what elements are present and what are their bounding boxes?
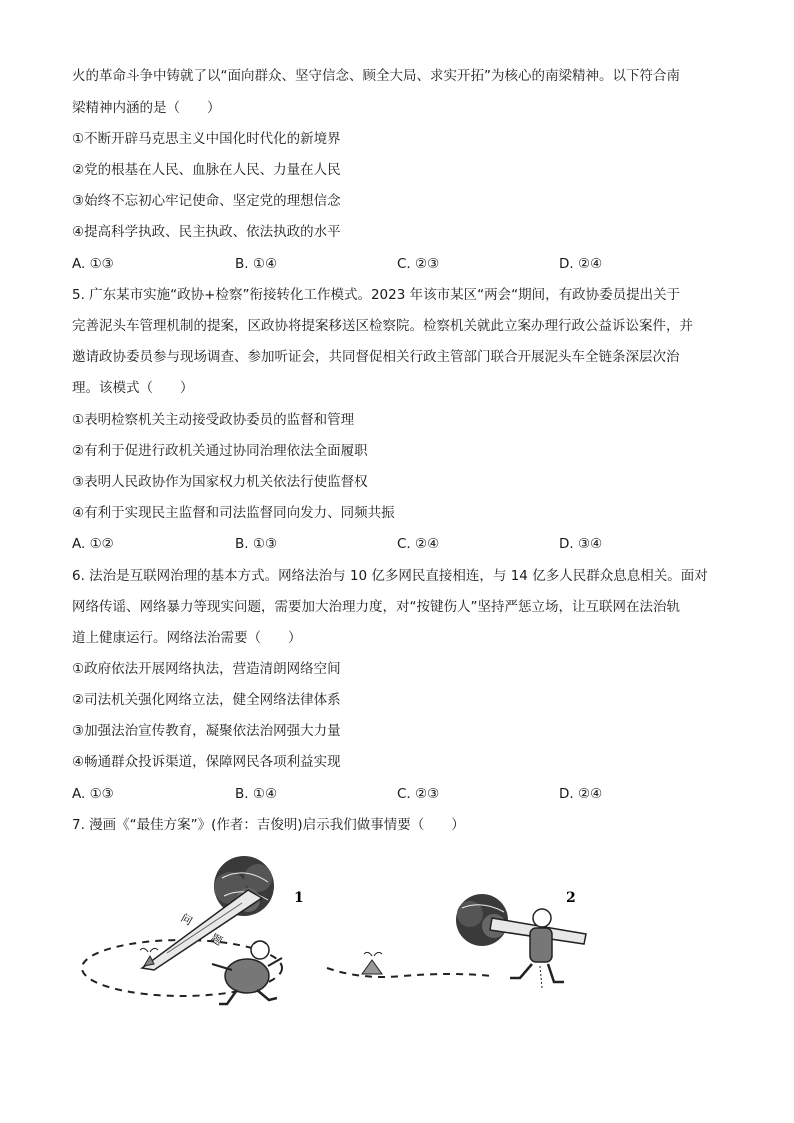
q6-item-1: ①政府依法开展网络执法，营造清朗网络空间 bbox=[72, 661, 341, 677]
q4-item-1: ①不断开辟马克思主义中国化时代化的新境界 bbox=[72, 131, 341, 147]
trunk-label-2: 题 bbox=[208, 931, 225, 949]
q5-stem-line-2: 完善泥头车管理机制的提案，区政协将提案移送区检察院。检察机关就此立案办理行政公益诉讼案件，并 bbox=[72, 318, 693, 334]
q4-option-d[interactable]: D. ②④ bbox=[559, 256, 603, 272]
q4-item-3: ③始终不忘初心牢记使命、坚定党的理想信念 bbox=[72, 193, 341, 209]
q5-item-2: ②有利于促进行政机关通过协同治理依法全面履职 bbox=[72, 443, 368, 459]
q4-option-a[interactable]: A. ①③ bbox=[72, 256, 114, 272]
q6-item-4: ④畅通群众投诉渠道，保障网民各项利益实现 bbox=[72, 754, 341, 770]
q6-option-a[interactable]: A. ①③ bbox=[72, 786, 114, 802]
q6-option-d[interactable]: D. ②④ bbox=[559, 786, 603, 802]
q7-stem: 7. 漫画《“最佳方案”》(作者：吉俊明)启示我们做事情要（ ） bbox=[72, 817, 465, 833]
q4-item-2: ②党的根基在人民、血脉在人民、力量在人民 bbox=[72, 162, 341, 178]
q5-option-d[interactable]: D. ③④ bbox=[559, 536, 603, 552]
trunk-label-1: 问 bbox=[178, 911, 195, 929]
q5-item-1: ①表明检察机关主动接受政协委员的监督和管理 bbox=[72, 412, 355, 428]
q5-option-c[interactable]: C. ②④ bbox=[397, 536, 440, 552]
q6-item-2: ②司法机关强化网络立法，健全网络法律体系 bbox=[72, 692, 341, 708]
panel-1-label: 1 bbox=[294, 890, 304, 906]
q4-option-c[interactable]: C. ②③ bbox=[397, 256, 440, 272]
tree-stump-2 bbox=[362, 960, 382, 974]
q6-stem-line-1: 6. 法治是互联网治理的基本方式。网络法治与 10 亿多网民直接相连，与 14 亿多人民群众息息相关。面对 bbox=[72, 568, 708, 584]
comic-panel-2 bbox=[327, 890, 586, 988]
q5-stem-line-1: 5. 广东某市实施“政协+检察”衔接转化工作模式。2023 年该市某区“两会“期间，有政协委员提出关于 bbox=[72, 287, 681, 303]
panel-2-label: 2 bbox=[566, 890, 576, 906]
carrying-man bbox=[510, 909, 564, 988]
q5-option-a[interactable]: A. ①② bbox=[72, 536, 114, 552]
q5-stem-line-3: 邀请政协委员参与现场调查、参加听证会，共同督促相关行政主管部门联合开展泥头车全链条深层次治 bbox=[72, 349, 680, 365]
q5-stem-line-4: 理。该模式（ ） bbox=[72, 380, 194, 396]
q4-item-4: ④提高科学执政、民主执政、依法执政的水平 bbox=[72, 224, 341, 240]
q6-option-c[interactable]: C. ②③ bbox=[397, 786, 440, 802]
q4-option-b[interactable]: B. ①④ bbox=[235, 256, 278, 272]
q6-stem-line-2: 网络传谣、网络暴力等现实问题，需要加大治理力度，对“按键伤人”坚持严惩立场，让互联网在法治轨 bbox=[72, 599, 680, 615]
q4-stem-line-2: 梁精神内涵的是（ ） bbox=[72, 100, 221, 116]
q4-stem-line-1: 火的革命斗争中铸就了以“面向群众、坚守信念、顾全大局、求实开拓”为核心的南梁精神。以下符合南 bbox=[72, 68, 680, 84]
dashed-path-2 bbox=[327, 968, 492, 977]
q6-option-b[interactable]: B. ①④ bbox=[235, 786, 278, 802]
comic-panel-1 bbox=[82, 856, 304, 1004]
q5-item-3: ③表明人民政协作为国家权力机关依法行使监督权 bbox=[72, 474, 368, 490]
q6-stem-line-3: 道上健康运行。网络法治需要（ ） bbox=[72, 630, 302, 646]
q6-item-3: ③加强法治宣传教育，凝聚依法治网强大力量 bbox=[72, 723, 341, 739]
q5-item-4: ④有利于实现民主监督和司法监督同向发力、同频共振 bbox=[72, 505, 395, 521]
q5-option-b[interactable]: B. ①③ bbox=[235, 536, 278, 552]
comic-illustration bbox=[72, 848, 612, 1018]
tree-stump bbox=[144, 956, 154, 966]
